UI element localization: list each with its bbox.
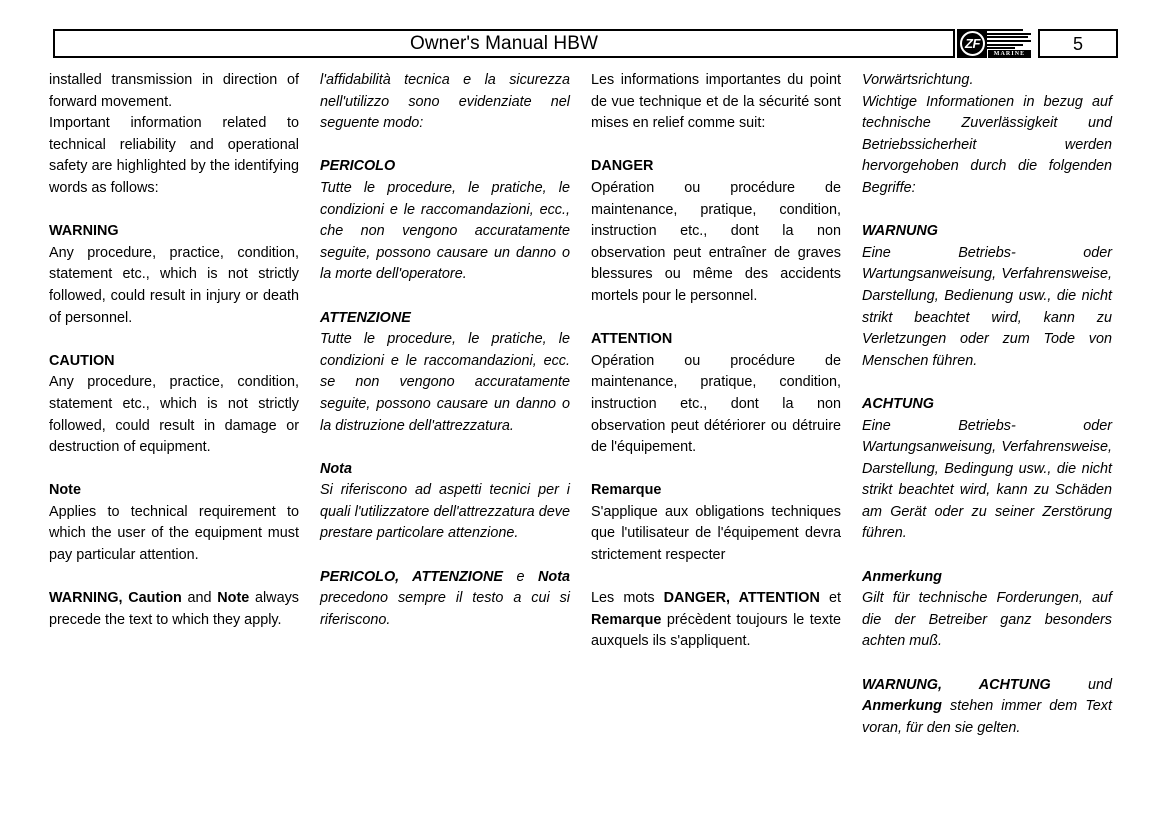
body-paragraph: S'applique aux obligations techniques que l'utilisateur de l'équipement devra strictement respecter: [591, 503, 841, 564]
body-paragraph: Wichtige Informationen in bezug auf technische Zuverlässigkeit und Betriebssicherheit werden hervorgehoben durch die folgenden Begriffe:: [862, 93, 1112, 196]
body-paragraph: installed transmission in direction of forward movement.: [49, 72, 299, 110]
body-paragraph: Any procedure, practice, condition, statement etc., which is not strictly followed, could result in damage or destruction of equipment.: [49, 374, 299, 456]
emphasized-term: WARNUNG, ACHTUNG: [862, 676, 1051, 693]
section-heading: ATTENTION: [591, 331, 673, 348]
paragraph-text: and: [181, 590, 218, 607]
section-heading: WARNUNG: [862, 223, 938, 240]
body-paragraph: Eine Betriebs- oder Wartungsanweisung, Verfahrensweise, Darstellung, Bedingung usw., die nicht strikt beachtet wird, kann zu Schäden am Gerät oder zu seiner Zerstörung führen.: [862, 417, 1112, 542]
section-heading: PERICOLO: [320, 158, 396, 175]
body-paragraph: Vorwärtsrichtung.: [862, 72, 974, 88]
section-heading: Nota: [320, 460, 352, 477]
section-heading: Remarque: [591, 482, 662, 499]
body-paragraph: Eine Betriebs- oder Wartungsanweisung, Verfahrensweise, Darstellung, Bedienung usw., die nicht strikt beachtet wird, kann zu Verletzungen oder zum Tode von Menschen führen.: [862, 244, 1112, 369]
zf-marine-logo: [955, 29, 1033, 58]
section-heading: ACHTUNG: [862, 395, 934, 412]
body-paragraph: Important information related to technical reliability and operational safety are highlighted by the identifying words as follows:: [49, 115, 299, 196]
paragraph-text: e: [503, 568, 539, 585]
emphasized-term: WARNING, Caution: [49, 590, 182, 607]
column-french: [591, 70, 841, 739]
section-heading: ATTENZIONE: [320, 309, 411, 326]
section-heading: Anmerkung: [862, 568, 942, 585]
page-header: [53, 29, 1118, 58]
body-paragraph: Any procedure, practice, condition, statement etc., which is not strictly followed, could result in injury or death of personnel.: [49, 244, 299, 326]
section-heading: WARNING: [49, 223, 119, 240]
paragraph-text: et: [819, 590, 842, 607]
emphasized-term: Remarque: [591, 611, 662, 628]
zf-stripes-icon: [987, 29, 1031, 50]
column-german: [862, 70, 1112, 739]
paragraph-text: always precede the text to which they apply.: [49, 590, 299, 628]
zf-marine-wordmark: MARINE: [988, 50, 1031, 58]
paragraph-text: précèdent toujours le texte auxquels ils s'appliquent.: [591, 611, 841, 650]
section-heading: DANGER: [591, 158, 654, 175]
page-title: Owner's Manual HBW: [409, 33, 599, 54]
summary-paragraph: [862, 675, 1112, 740]
manual-title-box: [53, 29, 955, 58]
page-number-box: [1038, 29, 1118, 58]
paragraph-text: stehen immer dem Text voran, für den sie gelten.: [862, 698, 1112, 736]
zf-badge-icon: [957, 29, 987, 58]
body-paragraph: Opération ou procédure de maintenance, pratique, condition, instruction etc., dont la non observation peut détériorer ou détruire de l'équipement.: [591, 352, 841, 456]
body-paragraph: Opération ou procédure de maintenance, pratique, condition, instruction etc., dont la non observation peut entraîner de graves blessures ou même des accidents mortels pour le personnel.: [591, 179, 841, 304]
body-paragraph: Tutte le procedure, le pratiche, le condizioni e le raccomandazioni, ecc., che non vengono accuratamente seguite, possono causare un danno o la morte dell'operatore.: [320, 179, 570, 283]
body-paragraph: Applies to technical requirement to which the user of the equipment must pay particular attention.: [49, 503, 299, 564]
emphasized-term: Anmerkung: [862, 698, 942, 715]
body-paragraph: Les informations importantes du point de vue technique et de la sécurité sont mises en relief comme suit:: [591, 72, 841, 132]
paragraph-text: und: [1050, 676, 1112, 693]
text-columns: [49, 70, 1112, 739]
emphasized-term: Note: [217, 590, 250, 607]
emphasized-term: DANGER, ATTENTION: [663, 590, 820, 607]
page-number: 5: [1072, 33, 1083, 54]
section-heading: Note: [49, 482, 81, 499]
paragraph-text: Les mots: [591, 590, 664, 607]
summary-paragraph: [320, 567, 570, 632]
summary-paragraph: [49, 588, 299, 631]
column-italian: [320, 70, 570, 739]
body-paragraph: Tutte le procedure, le pratiche, le condizioni e le raccomandazioni, ecc. se non vengono accuratamente seguite, possono causare un danno o la distruzione dell'attrezzatura.: [320, 331, 570, 434]
emphasized-term: Nota: [538, 568, 570, 585]
emphasized-term: PERICOLO, ATTENZIONE: [320, 568, 503, 585]
summary-paragraph: [591, 588, 841, 653]
body-paragraph: l'affidabilità tecnica e la sicurezza nell'utilizzo sono evidenziate nel seguente modo:: [320, 72, 570, 132]
paragraph-text: precedono sempre il testo a cui si riferiscono.: [320, 590, 570, 628]
column-english: [49, 70, 299, 739]
section-heading: CAUTION: [49, 352, 115, 369]
zf-monogram-label: ZF: [965, 36, 980, 51]
body-paragraph: Gilt für technische Forderungen, auf die der Betreiber ganz besonders achten muß.: [862, 590, 1112, 650]
body-paragraph: Si riferiscono ad aspetti tecnici per i quali l'utilizzatore dell'attrezzatura deve prestare particolare attenzione.: [320, 482, 570, 542]
